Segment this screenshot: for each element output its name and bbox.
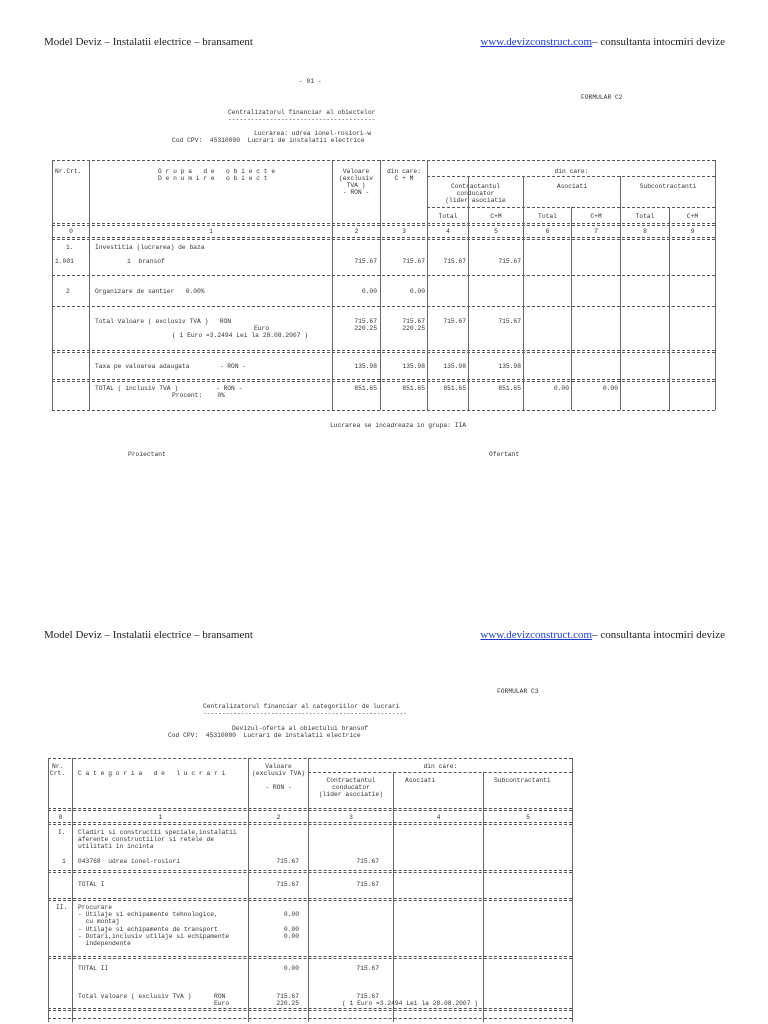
p1-th-asociati: Asociati [556,183,588,190]
p2-ii-val-3: 0.00 [283,933,299,940]
p1-org-val-2: 0.00 [361,288,377,295]
p1-grand-label: TOTAL ( inclusiv TVA ) - RON - [95,385,243,392]
p2-th-contr-1: Contractantul [326,777,376,784]
p1-item-label: 1 bransof [127,258,165,265]
p1-colnum-6: 6 [545,228,550,235]
p2-th-categoria: C a t e g o r i a d e l u c r a r i [78,770,226,777]
p2-colnum-3: 3 [349,814,353,821]
page2-header-link-suffix: – consultanta intocmiri devize [592,629,725,641]
p1-grand-val-6: 0.00 [553,385,569,392]
p1-colnum-9: 9 [690,228,695,235]
p1-total-euro: Euro [254,325,270,332]
p2-final-euro: Euro [214,1000,230,1007]
p2-ii-label-4: - Utilaje si echipamente de transport [78,926,218,933]
p1-tva-val-5: 135.98 [498,363,521,370]
p2-item-nr: 1 [62,858,66,865]
p2-th-valoare-3: - RON - [265,784,292,791]
p1-total-label: Total Valoare ( exclusiv TVA ) RON [95,318,232,325]
p2-th-dincare: din care: [423,763,458,770]
p2-item-val: 715.67 [276,858,299,865]
p1-th-cm-a: C+M [490,213,502,220]
p2-colnum-1: 1 [158,814,163,821]
p1-colnum-1: 1 [209,228,213,235]
p2-ii-label-5: - Dotari,inclusiv utilaje si echipamente [78,933,230,940]
page1-header-title: Model Deviz – Instalatii electrice – bransament [44,36,253,48]
p2-total2-contr: 715.67 [356,965,379,972]
p1-org-nr: 2 [66,288,70,295]
page2-devizul: Devizul-oferta al obiectului bransof [232,725,369,732]
p1-total-val-2: 715.67 [354,318,377,325]
page1-cod-cpv: Cod CPV: 45310000 Lucrari de instalatii electrice [172,137,365,144]
page1-lucrarea: Lucrarea: udrea ionel-rosiori-w [254,130,372,137]
p1-th-dincare-1: din care: [386,168,421,175]
p2-final-euro-val: 220.25 [276,1000,299,1007]
page1-page-number: - 01 - [299,78,322,85]
page1-header-link-suffix: – consultanta intocmiri devize [592,36,725,48]
p1-item-nr: 1.001 [55,258,74,265]
p1-item-val-2: 715.67 [354,258,377,265]
page1-site-link[interactable]: www.devizconstruct.com [480,36,593,48]
p1-tva-label: Taxa pe valoarea adaugata - RON - [95,363,247,370]
p2-ii-val-1: 0.00 [283,911,299,918]
page2-title-underline: ------------------------------------------------------ [203,710,408,717]
page2-header-title: Model Deviz – Instalatii electrice – bransament [44,629,253,641]
p2-final-contr: 715.67 [356,993,379,1000]
p1-th-cm-b: C+M [590,213,602,220]
p2-colnum-0: 0 [58,814,63,821]
p1-grand-val-3: 851.65 [402,385,425,392]
p1-colnum-5: 5 [494,228,498,235]
p1-grand-val-4: 851.65 [443,385,466,392]
p2-th-subcontr: Subcontractanti [494,777,551,784]
p2-i-label-1: Cladiri si constructii speciale,instalatii [78,829,237,836]
p1-th-valoare-4: - RON - [342,189,370,196]
p2-item-label: 043768 udrea ionel-rosiori [78,858,181,865]
p2-final-label: Total valoare ( exclusiv TVA ) RON [78,993,226,1000]
p1-inv-nr: 1. [66,244,74,251]
p1-th-nrcrt: Nr.Crt. [55,168,82,175]
p2-item-contr: 715.67 [356,858,379,865]
p2-total2-label: TOTAL II [78,965,109,972]
p2-ii-nr: II. [56,904,68,911]
p2-th-nr-2: Crt. [50,770,66,777]
p1-th-grupa: G r u p a d e o b i e c t e [158,168,276,175]
page1-formular: FORMULAR C2 [581,94,623,101]
p1-th-dincare-2: C + M [394,175,414,182]
page2-title: Centralizatorul financiar al categoriilor de lucrari [203,703,400,710]
p1-tva-val-3: 135.98 [402,363,425,370]
page1-title: Centralizatorul financiar al obiectelor [228,109,376,116]
p1-th-cm-c: C+M [686,213,699,220]
p1-th-total-b: Total [538,213,557,220]
p1-th-denumire: D e n u m i r e o b i e c t [158,175,268,182]
p1-grand-val-5: 851.65 [498,385,521,392]
p2-th-valoare-2: (exclusiv TVA) [252,770,305,777]
p1-colnum-8: 8 [643,228,647,235]
p2-colnum-5: 5 [526,814,530,821]
p2-i-nr: I. [58,829,66,836]
p2-final-val: 715.67 [276,993,299,1000]
p2-total1-val: 715.67 [276,881,299,888]
p1-th-contr-1: Contractantul [450,183,501,190]
p2-ii-label-3: cu montaj [78,918,120,925]
p1-grand-val-2: 851.65 [354,385,377,392]
p2-th-contr-3: (lider asociatie) [318,791,384,798]
p1-total-val-4: 715.67 [443,318,466,325]
p1-grand-val-7: 0.00 [602,385,618,392]
p2-final-rate: ( 1 Euro =3.2494 Lei la 28.08.2007 ) [342,1000,479,1007]
p2-ii-label-1: Procurare [78,904,113,911]
p1-inv-label: Investitia (lucrarea) de baza [95,244,205,251]
p1-th-dincare-right: din care: [554,168,589,175]
p2-colnum-4: 4 [436,814,441,821]
page1-proiectant: Proiectant [128,451,166,458]
p1-th-valoare-2: (exclusiv [338,175,373,182]
p2-ii-label-6: independente [78,940,131,947]
page1-title-underline: --------------------------------------- [228,116,376,123]
p1-th-valoare-1: Valoare [342,168,370,175]
p2-total2-val: 0.00 [283,965,299,972]
page2-header-link-group [480,629,725,641]
p2-th-valoare-1: Valoare [265,763,292,770]
p2-ii-val-2: 0.00 [283,926,299,933]
p1-item-val-4: 715.67 [443,258,466,265]
p1-th-total-a: Total [438,213,458,220]
p1-total-euro-2: 220.25 [354,325,377,332]
p2-th-contr-2: conducator [332,784,370,791]
page1-footer-grupa: Lucrarea se incadreaza in grupa: IIA [330,422,467,429]
p2-i-label-3: utilitati in incinta [78,843,154,850]
p1-colnum-3: 3 [402,228,406,235]
p2-colnum-2: 2 [276,814,281,821]
p2-i-label-2: aferente constructiilor si retele de [78,836,215,843]
p1-total-val-5: 715.67 [498,318,521,325]
p1-colnum-0: 0 [69,228,73,235]
p1-th-subcontr: Subcontractanti [639,183,697,190]
page2-site-link[interactable]: www.devizconstruct.com [480,629,593,641]
p1-total-val-3: 715.67 [402,318,425,325]
p2-th-nr-1: Nr. [52,763,64,770]
p2-ii-label-2: - Utilaje si echipamente tehnologice, [78,911,218,918]
p1-item-val-3: 715.67 [402,258,425,265]
p2-total1-label: TOTAL I [78,881,105,888]
p1-colnum-4: 4 [446,228,450,235]
p1-total-euro-3: 220.25 [402,325,425,332]
page1-header-link-group [480,36,725,48]
p1-item-val-5: 715.67 [498,258,521,265]
page1-ofertant: Ofertant [489,451,520,458]
page2-cod-cpv: Cod CPV: 45310000 Lucrari de instalatii electrice [168,732,361,739]
p1-org-label: Organizare de santier 0.00% [95,288,205,295]
p1-tva-val-2: 135.98 [354,363,377,370]
p2-total1-contr: 715.67 [356,881,379,888]
p1-colnum-2: 2 [354,228,359,235]
p1-th-contr-2: conducator [456,190,495,197]
p1-grand-procent: Procent: 0% [172,392,225,399]
page2-formular: FORMULAR C3 [497,688,539,695]
p1-colnum-7: 7 [594,228,598,235]
p1-org-val-3: 0.00 [409,288,425,295]
p1-th-valoare-3: TVA ) [346,182,366,189]
p1-th-contr-3: (lider asociatie [445,197,506,204]
p2-th-asociati: Asociati [405,777,436,784]
p1-th-total-c: Total [635,213,655,220]
p1-tva-val-4: 135.98 [443,363,466,370]
p1-total-rate: ( 1 Euro =3.2494 Lei la 28.08.2007 ) [172,332,309,339]
